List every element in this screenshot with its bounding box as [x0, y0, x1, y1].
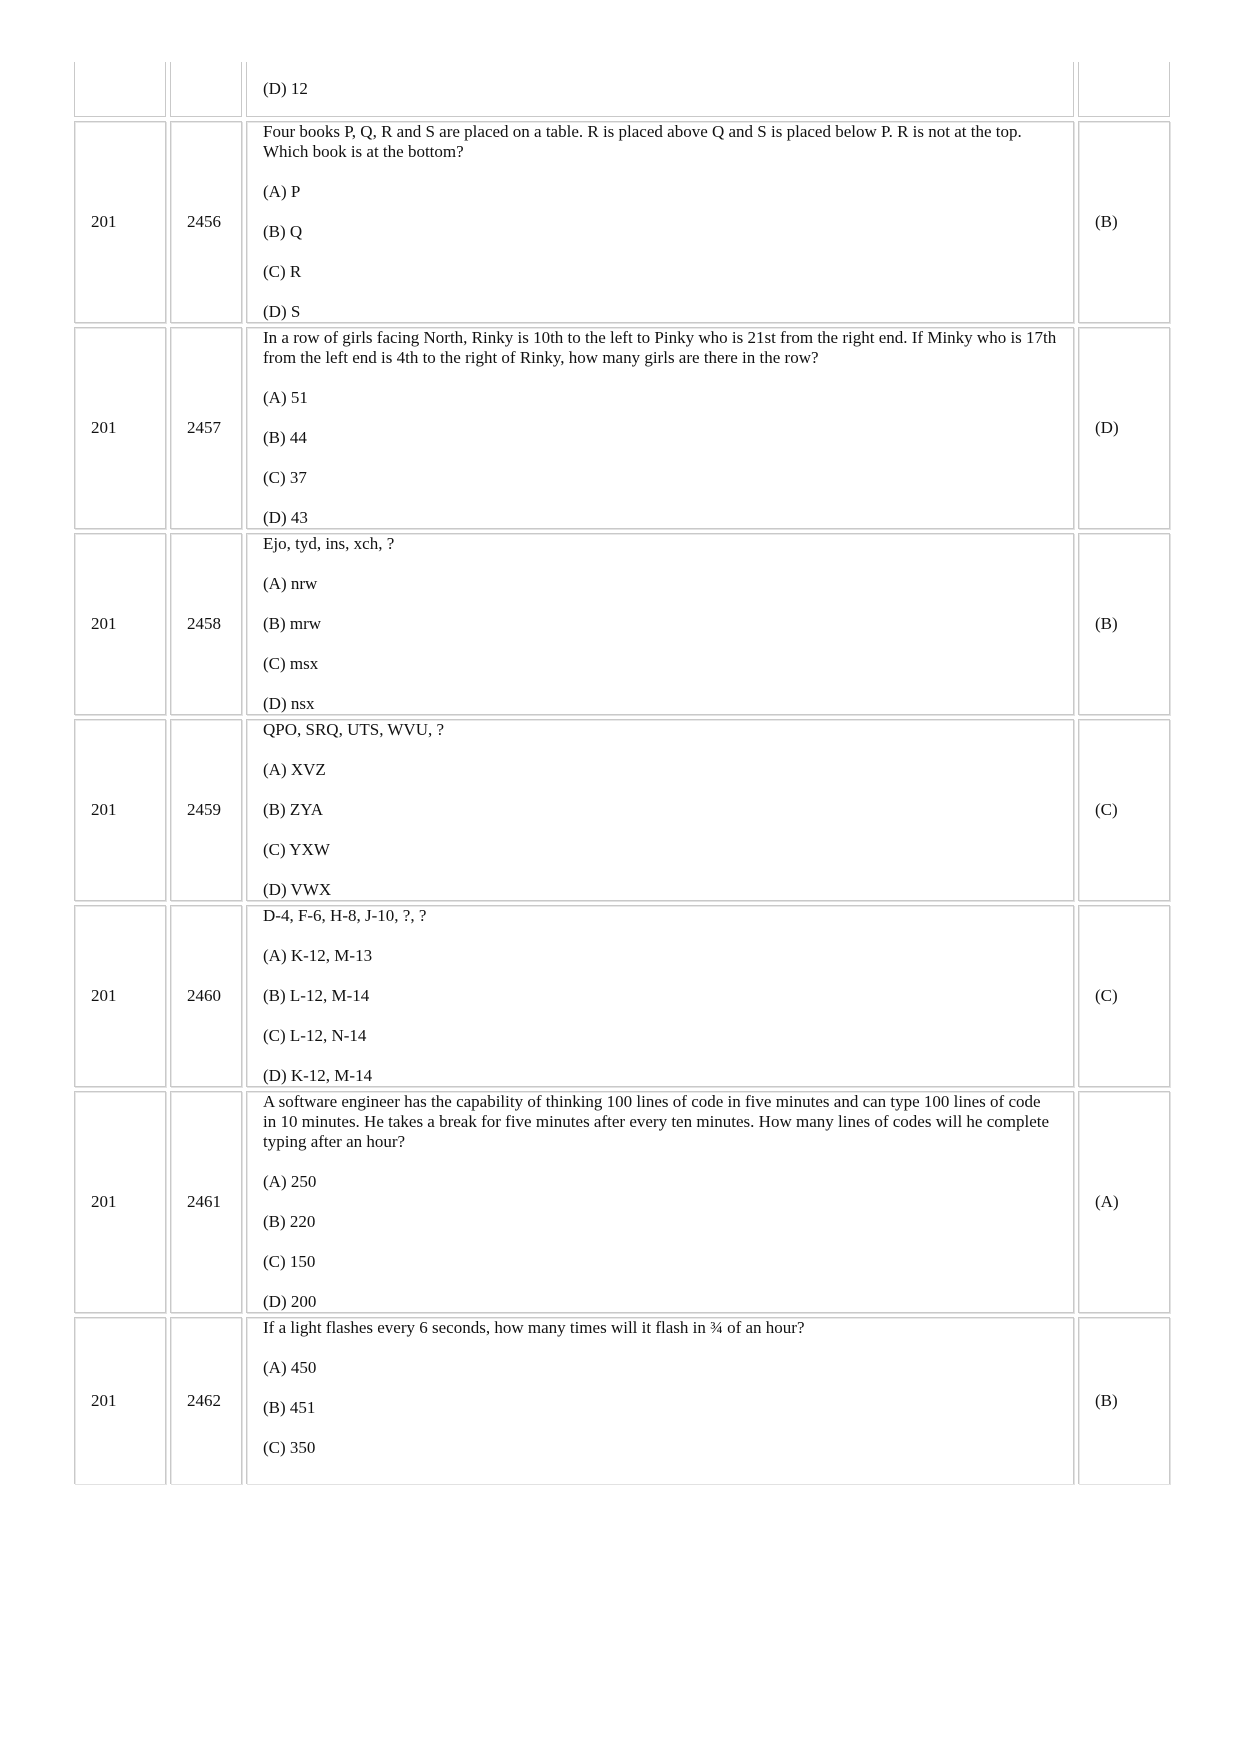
table-row	[74, 121, 1170, 323]
question-cell	[246, 719, 1074, 901]
option-c: (C) msx	[263, 654, 319, 673]
question-number-cell: 2457	[170, 327, 242, 529]
option-c: (C) 37	[263, 468, 307, 487]
option-b: (B) 220	[263, 1212, 316, 1231]
question-text: Four books P, Q, R and S are placed on a table. R is placed above Q and S is placed below P. R is not at the top. Which book is at the bottom?	[263, 122, 1022, 161]
question-number-cell: 2459	[170, 719, 242, 901]
answer-cell: (C)	[1078, 905, 1170, 1087]
subject-code-cell: 201	[74, 533, 166, 715]
option-d: (D) S	[263, 302, 301, 321]
option-d: (D) VWX	[263, 880, 332, 899]
option-d: (D) 43	[263, 508, 308, 527]
question-cell	[246, 533, 1074, 715]
subject-code-cell: 201	[74, 121, 166, 323]
subject-code-cell: 201	[74, 1317, 166, 1484]
option-c: (C) YXW	[263, 840, 330, 859]
question-cell	[246, 1091, 1074, 1313]
subject-code-cell: 201	[74, 719, 166, 901]
answer-cell: (A)	[1078, 1091, 1170, 1313]
option-d: (D) 200	[263, 1292, 317, 1311]
table-row	[74, 905, 1170, 1087]
subject-code-cell: 201	[74, 327, 166, 529]
question-cell	[246, 327, 1074, 529]
option-a: (A) 250	[263, 1172, 317, 1191]
question-table-container	[74, 58, 1178, 1488]
option-b: (B) L-12, M-14	[263, 986, 370, 1005]
answer-cell: (B)	[1078, 121, 1170, 323]
question-table	[70, 58, 1174, 1488]
option-b: (B) ZYA	[263, 800, 323, 819]
question-cell	[246, 905, 1074, 1087]
question-number-cell: 2458	[170, 533, 242, 715]
option-a: (A) 450	[263, 1358, 317, 1377]
question-text: Ejo, tyd, ins, xch, ?	[263, 534, 395, 553]
question-number-cell: 2462	[170, 1317, 242, 1484]
table-row	[74, 1091, 1170, 1313]
question-cell	[246, 62, 1074, 117]
question-cell	[246, 121, 1074, 323]
question-number-cell: 2460	[170, 905, 242, 1087]
question-cell	[246, 1317, 1074, 1484]
option-d: (D) K-12, M-14	[263, 1066, 373, 1085]
subject-code-cell	[74, 62, 166, 117]
option-a: (A) P	[263, 182, 301, 201]
answer-cell: (B)	[1078, 1317, 1170, 1484]
answer-cell: (B)	[1078, 533, 1170, 715]
option-b: (B) mrw	[263, 614, 322, 633]
option-c: (C) 350	[263, 1438, 316, 1457]
question-number-cell	[170, 62, 242, 117]
question-number-cell: 2456	[170, 121, 242, 323]
table-row	[74, 533, 1170, 715]
option-c: (C) 150	[263, 1252, 316, 1271]
option-a: (A) 51	[263, 388, 308, 407]
option-b: (B) 451	[263, 1398, 316, 1417]
table-row	[74, 1317, 1170, 1484]
question-text: If a light flashes every 6 seconds, how many times will it flash in ¾ of an hour?	[263, 1318, 805, 1337]
question-number-cell: 2461	[170, 1091, 242, 1313]
question-text: In a row of girls facing North, Rinky is 10th to the left to Pinky who is 21st from the right end. If Minky who is 17th from the left end is 4th to the right of Rinky, how many girls are there in the row?	[263, 328, 1057, 367]
option-b: (B) 44	[263, 428, 307, 447]
table-row	[74, 62, 1170, 117]
answer-cell	[1078, 62, 1170, 117]
option-d: (D) 12	[263, 79, 308, 98]
option-a: (A) XVZ	[263, 760, 326, 779]
table-row	[74, 719, 1170, 901]
answer-cell: (D)	[1078, 327, 1170, 529]
answer-cell: (C)	[1078, 719, 1170, 901]
subject-code-cell: 201	[74, 905, 166, 1087]
option-b: (B) Q	[263, 222, 303, 241]
option-a: (A) K-12, M-13	[263, 946, 373, 965]
option-d: (D) nsx	[263, 694, 315, 713]
table-row	[74, 327, 1170, 529]
subject-code-cell: 201	[74, 1091, 166, 1313]
option-c: (C) R	[263, 262, 302, 281]
question-text: A software engineer has the capability of thinking 100 lines of code in five minutes and can type 100 lines of code in 10 minutes. He takes a break for five minutes after every ten minutes. How many lines of codes will he complete typing after an hour?	[263, 1092, 1050, 1151]
option-c: (C) L-12, N-14	[263, 1026, 367, 1045]
option-a: (A) nrw	[263, 574, 318, 593]
question-text: QPO, SRQ, UTS, WVU, ?	[263, 720, 445, 739]
question-text: D-4, F-6, H-8, J-10, ?, ?	[263, 906, 427, 925]
